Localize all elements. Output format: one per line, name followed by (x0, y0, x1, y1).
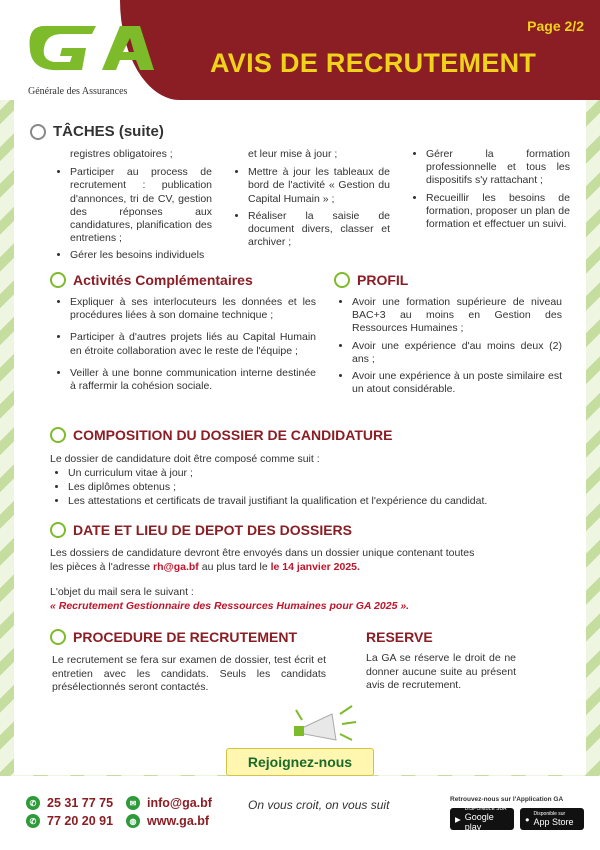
circle-bullet-icon (50, 272, 66, 288)
section-profil-title: PROFIL (334, 272, 408, 288)
page-title: AVIS DE RECRUTEMENT (210, 48, 537, 78)
list-item: • Un curriculum vitae à jour ; (68, 466, 570, 480)
app-label: Retrouvez-nous sur l'Application GA (450, 796, 564, 803)
list-item: • Réaliser la saisie de document divers, classer et archiver ; (248, 210, 390, 250)
globe-icon: ◍ (126, 814, 140, 828)
dossier-intro: Le dossier de candidature doit être composé comme suit : (50, 453, 320, 465)
circle-bullet-icon (50, 427, 66, 443)
footer-slogan: On vous croit, on vous suit (248, 798, 390, 812)
list-item: • Mettre à jour les tableaux de bord de l'activité « Gestion du Capital Humain » ; (248, 166, 390, 206)
footer-phone-2: ✆ 77 20 20 91 (26, 814, 113, 828)
list-item: • Avoir une formation supérieure de niveau BAC+3 au moins en Gestion des Ressources Humaines ; (352, 296, 562, 336)
depot-text: Les dossiers de candidature devront être envoyés dans un dossier unique contenant toutes les pièces à l'adresse rh@ga.bf au plus tard le le 14 janvier 2025. (50, 547, 475, 573)
google-play-icon: ▶ (455, 814, 461, 824)
taches-col-1 (52, 148, 212, 267)
section-depot-title: DATE ET LIEU DE DEPOT DES DOSSIERS (50, 522, 352, 538)
list-item: • Gérer les besoins individuels (70, 249, 212, 262)
list-item: • Expliquer à ses interlocuteurs les données et les procédures liées à son domaine technique ; (70, 296, 316, 322)
whatsapp-icon: ✆ (26, 796, 40, 810)
circle-bullet-icon (30, 124, 46, 140)
mail-icon: ✉ (126, 796, 140, 810)
circle-bullet-icon (50, 629, 66, 645)
section-procedure-title: PROCEDURE DE RECRUTEMENT (50, 629, 297, 645)
footer-website[interactable]: ◍ www.ga.bf (126, 814, 209, 828)
list-item: • Gérer la formation professionnelle et tous les dispositifs s'y rattachant ; (426, 148, 570, 188)
list-item: • Participer à d'autres projets liés au Capital Humain en étroite collaboration avec le reste de l'équipe ; (70, 331, 316, 357)
footer-email[interactable]: ✉ info@ga.bf (126, 796, 212, 810)
list-item: • Recueillir les besoins de formation, proposer un plan de formation et effectuer un suivi. (426, 192, 570, 232)
apple-icon: ● (525, 814, 530, 824)
list-item: • Les attestations et certificats de travail justifiant la qualification et l'expérience du candidat. (68, 494, 570, 508)
footer-phone-1: ✆ 25 31 77 75 (26, 796, 113, 810)
section-dossier-title: COMPOSITION DU DOSSIER DE CANDIDATURE (50, 427, 392, 443)
taches-col2-lead: et leur mise à jour ; (248, 148, 338, 160)
activites-list (52, 296, 316, 397)
depot-date: le 14 janvier 2025. (270, 561, 360, 573)
list-item: • Avoir une expérience d'au moins deux (2) ans ; (352, 340, 562, 366)
section-taches-title: TÂCHES (suite) (30, 123, 164, 140)
section-reserve-title: RESERVE (366, 629, 433, 645)
taches-col-3 (408, 148, 570, 235)
reserve-text: La GA se réserve le droit de ne donner aucune suite au présent avis de recrutement. (366, 652, 516, 691)
join-us-badge: Rejoignez-nous (226, 748, 374, 776)
list-item: • Les diplômes obtenus ; (68, 480, 570, 494)
section-activites-title: Activités Complémentaires (50, 272, 253, 288)
megaphone-icon (282, 700, 362, 750)
app-store-button[interactable]: ● Disponible sur App Store (520, 808, 584, 830)
dossier-content (50, 452, 570, 508)
logo-subtitle: Générale des Assurances (28, 86, 128, 97)
whatsapp-icon: ✆ (26, 814, 40, 828)
list-item: • Veiller à une bonne communication interne destinée à raffermir la cohésion sociale. (70, 367, 316, 393)
page-number: Page 2/2 (527, 18, 584, 34)
google-play-button[interactable]: ▶ DISPONIBLE SUR Google play (450, 808, 514, 830)
depot-email[interactable]: rh@ga.bf (152, 561, 199, 573)
taches-col-2 (230, 148, 390, 253)
list-item: • Participer au process de recrutement : publication d'annonces, tri de CV, gestion des réponses aux candidatures, planification des entretiens ; (70, 166, 212, 245)
profil-list (334, 296, 562, 400)
procedure-text: Le recrutement se fera sur examen de dossier, test écrit et entretien avec les candidats. Seuls les candidats présélectionnés seront contactés. (52, 654, 326, 693)
circle-bullet-icon (334, 272, 350, 288)
taches-col1-lead: registres obligatoires ; (70, 148, 173, 160)
footer (0, 776, 600, 850)
depot-mail-subject: L'objet du mail sera le suivant : « Recrutement Gestionnaire des Ressources Humaines pour GA 2025 ». (50, 586, 410, 612)
logo-text: GA (32, 78, 34, 79)
list-item: • Avoir une expérience à un poste similaire est un atout considérable. (352, 370, 562, 396)
circle-bullet-icon (50, 522, 66, 538)
